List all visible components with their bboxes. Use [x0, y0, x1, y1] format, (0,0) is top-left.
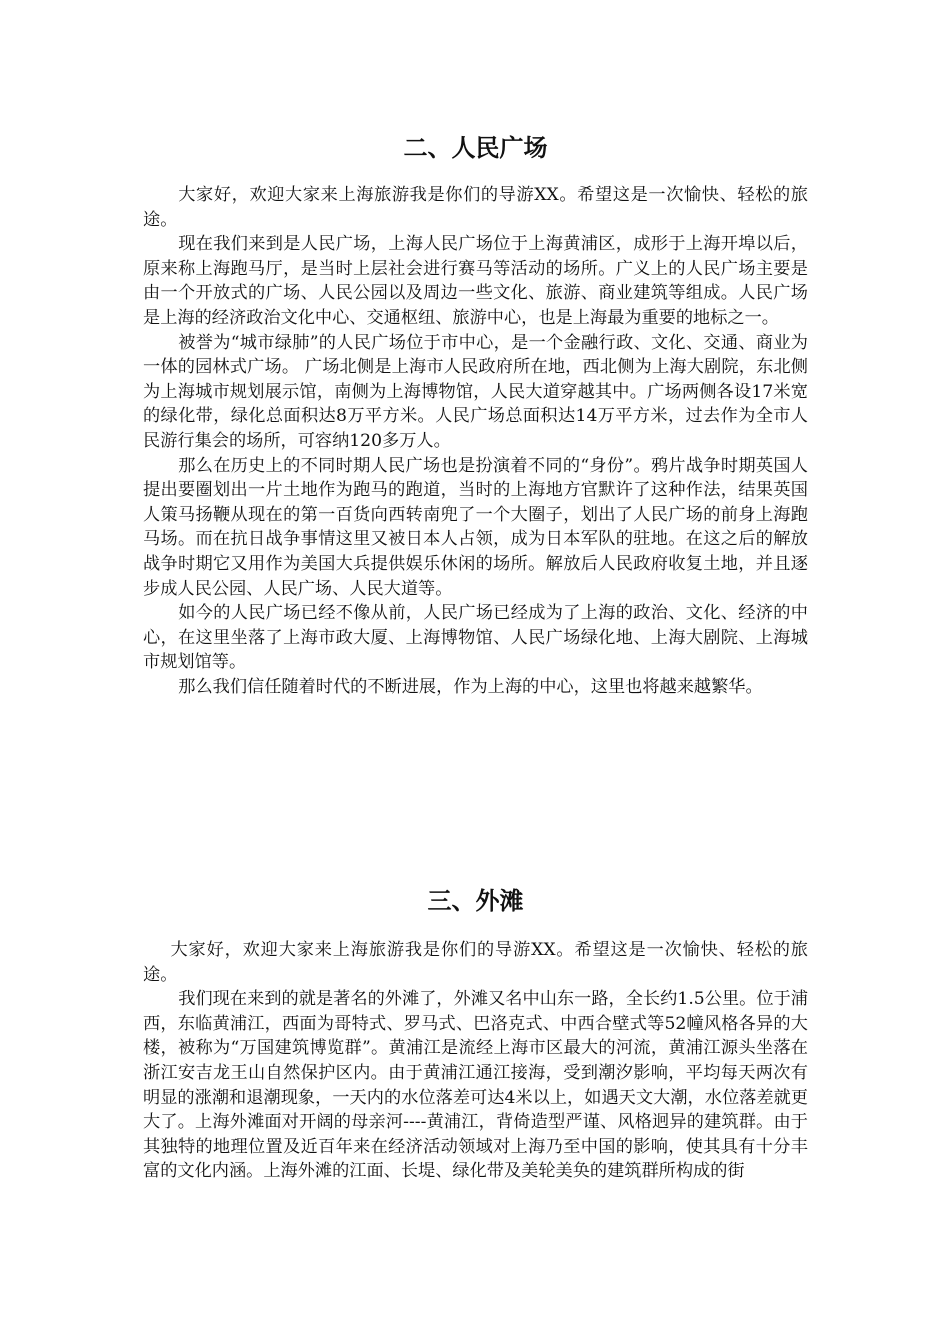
paragraph: 被誉为“城市绿肺”的人民广场位于市中心，是一个金融行政、文化、交通、商业为一体的园林式广场。 广场北侧是上海市人民政府所在地，西北侧为上海大剧院，东北侧为上海城市规划展示馆，南侧为上海博物馆，人民大道穿越其中。广场两侧各设17米宽的绿化带，绿化总面积达8万平方米。人民广场总面积达14万平方米，过去作为全市人民游行集会的场所，可容纳120多万人。 — [143, 332, 808, 451]
paragraph: 那么我们信任随着时代的不断进展，作为上海的中心，这里也将越来越繁华。 — [178, 676, 763, 697]
section-title-people-square: 二、人民广场 — [403, 134, 548, 162]
paragraph: 大家好，欢迎大家来上海旅游我是你们的导游XX。希望这是一次愉快、轻松的旅途。 — [143, 185, 808, 230]
paragraph: 那么在历史上的不同时期人民广场也是扮演着不同的“身份”。鸦片战争时期英国人提出要圈划出一片土地作为跑马的跑道，当时的上海地方官默许了这种作法，结果英国人策马扬鞭从现在的第一百货向西转南兜了一个大圈子，划出了人民广场的前身上海跑马场。而在抗日战争事情这里又被日本人占领，成为日本军队的驻地。在这之后的解放战争时期它又用作为美国大兵提供娱乐休闲的场所。解放后人民政府收复土地，并且逐步成人民公园、人民广场、人民大道等。 — [143, 455, 808, 599]
paragraph: 现在我们来到是人民广场，上海人民广场位于上海黄浦区，成形于上海开埠以后，原来称上海跑马厅，是当时上层社会进行赛马等活动的场所。广义上的人民广场主要是由一个开放式的广场、人民公园以及周边一些文化、旅游、商业建筑等组成。人民广场是上海的经济政治文化中心、交通枢纽、旅游中心，也是上海最为重要的地标之一。 — [143, 234, 808, 328]
section-body-people-square — [143, 183, 808, 699]
section-title-the-bund: 三、外滩 — [427, 887, 524, 915]
paragraph: 如今的人民广场已经不像从前，人民广场已经成为了上海的政治、文化、经济的中心，在这里坐落了上海市政大厦、上海博物馆、人民广场绿化地、上海大剧院、上海城市规划馆等。 — [143, 603, 808, 673]
section-body-the-bund — [143, 938, 808, 1184]
paragraph: 大家好，欢迎大家来上海旅游我是你们的导游XX。希望这是一次愉快、轻松的旅途。 — [143, 940, 808, 985]
paragraph: 我们现在来到的就是著名的外滩了，外滩又名中山东一路，全长约1.5公里。位于浦西，东临黄浦江，西面为哥特式、罗马式、巴洛克式、中西合壁式等52幢风格各异的大楼，被称为“万国建筑博览群”。黄浦江是流经上海市区最大的河流，黄浦江源头坐落在浙江安吉龙王山自然保护区内。由于黄浦江通江接海，受到潮汐影响，平均每天两次有明显的涨潮和退潮现象，一天内的水位落差可达4米以上，如遇天文大潮，水位落差就更大了。上海外滩面对开阔的母亲河----黄浦江，背倚造型严谨、风格迥异的建筑群。由于其独特的地理位置及近百年来在经济活动领域对上海乃至中国的影响，使其具有十分丰富的文化内涵。上海外滩的江面、长堤、绿化带及美轮美奂的建筑群所构成的街 — [143, 989, 808, 1182]
